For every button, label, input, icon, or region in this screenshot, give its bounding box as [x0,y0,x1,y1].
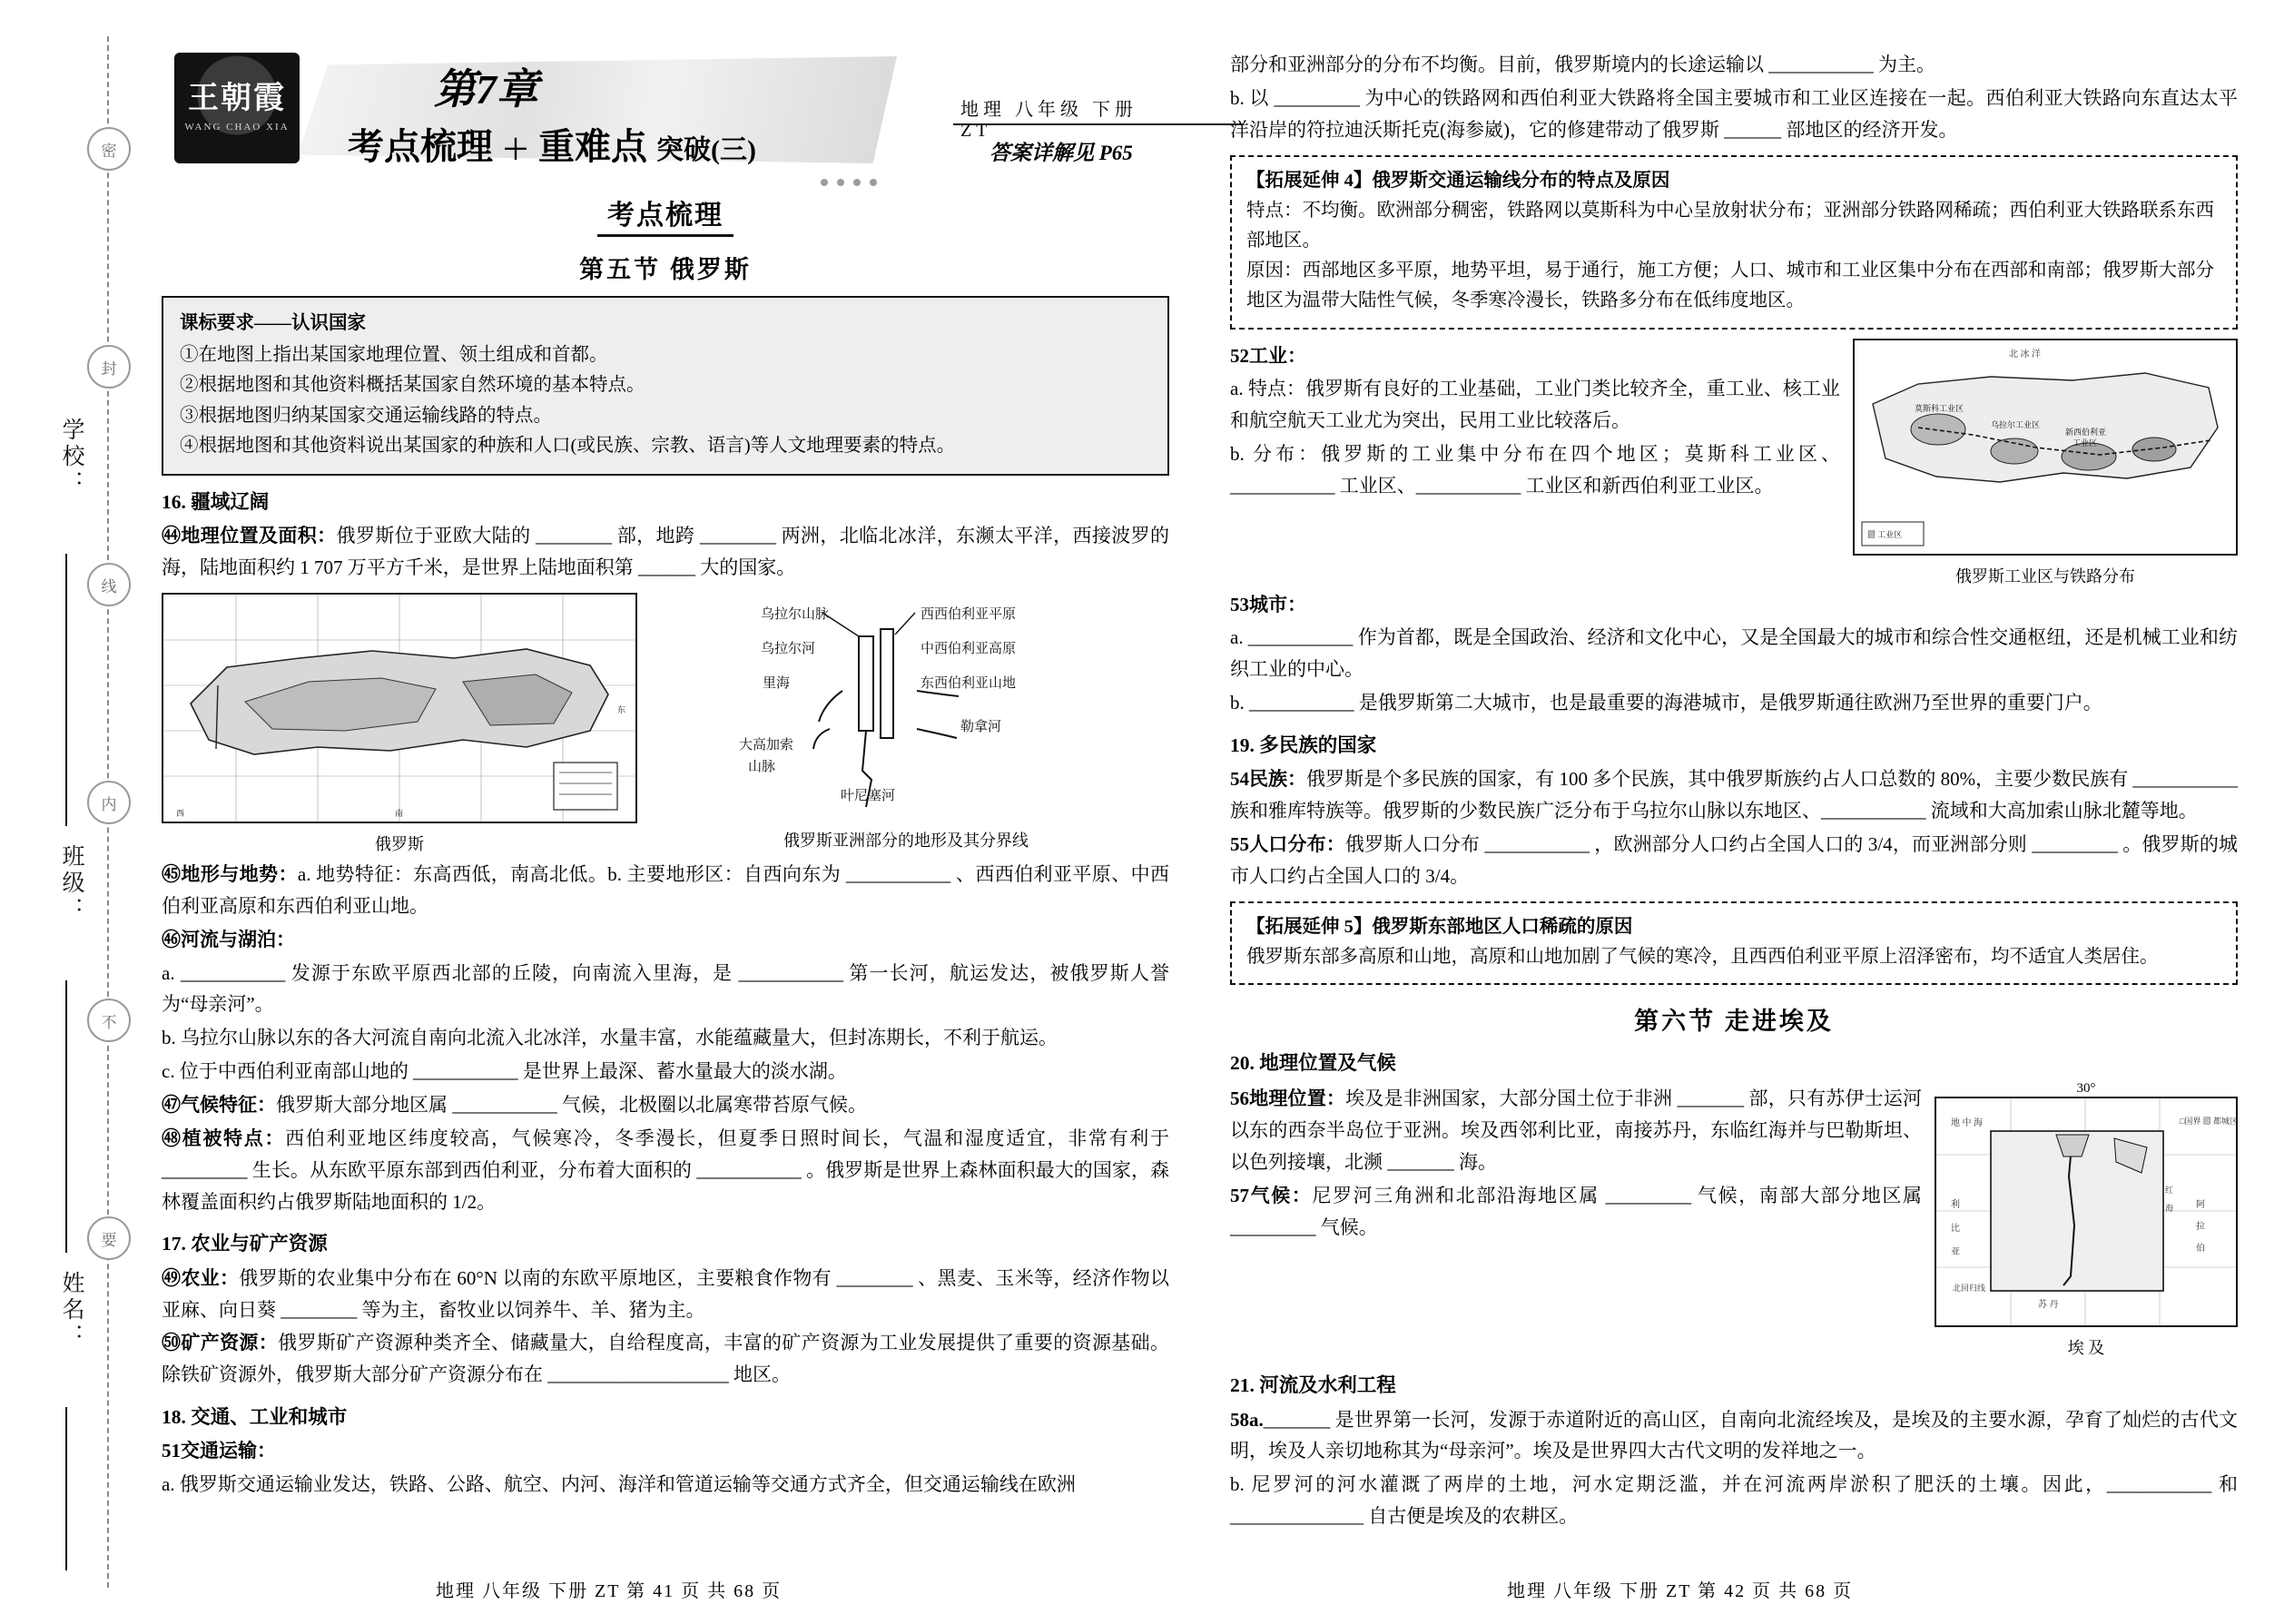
item-45-number: ㊺ [162,862,182,885]
item-50-number: ㊿ [162,1332,182,1354]
svg-text:南: 南 [395,808,404,818]
extension-box-4 [1230,155,2238,330]
svg-text:□国界 ▨ 都城区: □国界 ▨ 都城区 [2180,1117,2238,1127]
item-46-number: ㊻ [162,928,181,950]
extension-5-heading: 【拓展延伸 5】俄罗斯东部地区人口稀疏的原因 [1246,916,1633,937]
item-51-head: 交通运输： [181,1440,276,1462]
svg-text:拉: 拉 [2196,1222,2205,1233]
answer-note: 答案详解见 P65 [989,142,1133,164]
svg-text:东西伯利亚山地: 东西伯利亚山地 [921,675,1017,691]
industry-map-image [1853,339,2238,556]
svg-text:北 冰 洋: 北 冰 洋 [2009,349,2041,359]
svg-text:莫斯科工业区: 莫斯科工业区 [1915,403,1964,413]
requirement-item-1: ①在地图上指出某国家地理位置、领土组成和首都。 [180,345,608,366]
requirement-item-4: ④根据地图和其他资料说出某国家的种族和人口(或民族、宗教、语言)等人文地理要素的特点。 [180,435,956,456]
item-50-text: 俄罗斯矿产资源种类齐全、储藏量大，自给程度高，丰富的矿产资源为工业发展提供了重要的资源基础。除铁矿资源外，俄罗斯大部分矿产资源分布在 ___________________ 地区。 [162,1332,1170,1386]
svg-text:阿: 阿 [2196,1200,2205,1211]
item-45 [162,859,1169,922]
industry-map-figure [1853,339,2238,587]
item-17-heading [162,1229,1169,1258]
egypt-map-figure [1935,1081,2238,1359]
svg-text:地 中 海: 地 中 海 [1951,1118,1983,1129]
item-53 [1230,589,2238,621]
svg-text:北回归线: 北回归线 [1953,1284,1986,1294]
item-55-text: 俄罗斯人口分布 ___________ ，欧洲部分人口约占全国人口的 3/4，而亚洲部分则 _________ 。俄罗斯的城市人口约占全国人口的 3/4。 [1230,833,2238,887]
terrain-diagram-figure [652,593,1160,855]
russia-map-image [162,593,637,823]
item-58-number: 58 [1230,1408,1249,1431]
requirement-item-3: ③根据地图归纳某国家交通运输线路的特点。 [180,405,552,426]
item-47-head: 气候特征： [181,1094,276,1116]
svg-text:比: 比 [1951,1224,1960,1235]
item-52-b: b. 分布：俄罗斯的工业集中分布在四个地区；莫斯科工业区、___________ 工业区、___________ 工业区和新西伯利亚工业区。 [1230,443,1840,497]
item-47 [162,1089,1169,1121]
svg-text:亚: 亚 [1951,1247,1960,1258]
item-58-head: a. [1249,1408,1264,1431]
item-16-heading [162,487,1169,517]
item-19-number: 19. [1230,734,1255,757]
item-21-heading [1230,1371,2238,1400]
svg-text:新西伯利亚: 新西伯利亚 [2065,427,2107,437]
terrain-diagram-image [652,593,1160,820]
svg-text:西: 西 [176,808,185,818]
item-57-head: 气候： [1249,1184,1313,1206]
item-56-text: 埃及是非洲国家，大部分国土位于非洲 _______ 部，只有苏伊士运河以东的西奈半岛位于亚洲。埃及西邻利比亚，南接苏丹，东临红海并与巴勒斯坦、以色列接壤，北濒 _______ 海。 [1230,1088,1923,1174]
item-19-title: 多民族的国家 [1259,734,1377,757]
svg-text:海: 海 [2165,1204,2174,1214]
chapter-title: 第7章 [434,66,538,113]
industry-section-row [1230,339,2238,587]
item-53-head: 城市： [1249,593,1306,615]
item-46-b: b. 乌拉尔山脉以东的各大河流自南向北流入北冰洋，水量丰富，水能蕴藏量大，但封冻期长，不利于航运。 [162,1027,1058,1049]
requirement-item-2: ②根据地图和其他资料概括某国家自然环境的基本特点。 [180,375,645,396]
right-column [1230,47,2238,1534]
item-45-text: a. 地势特征：东高西低，南高北低。b. 主要地形区：自西向东为 ___________ 、西西伯利亚平原、中西伯利亚高原和东西伯利亚山地。 [162,862,1170,917]
item-20-heading [1230,1048,2238,1078]
svg-text:伯: 伯 [2196,1244,2205,1255]
curriculum-requirement-box [162,296,1169,476]
terrain-diagram-caption: 俄罗斯亚洲部分的地形及其分界线 [783,831,1029,850]
extension-4-heading: 【拓展延伸 4】俄罗斯交通运输线分布的特点及原因 [1246,170,1670,191]
item-56-head: 地理位置： [1249,1088,1346,1110]
item-53-a: a. ___________ 作为首都，既是全国政治、经济和文化中心，又是全国最大的城市和综合性交通枢纽，还是机械工业和纺织工业的中心。 [1230,626,2238,681]
header-title-plus: ＋ [502,135,529,165]
item-18-number: 18. [162,1406,186,1429]
item-55-head: 人口分布： [1249,833,1345,855]
svg-text:大高加索: 大高加索 [739,737,794,753]
item-47-number: ㊼ [162,1094,181,1116]
russia-map-caption: 俄罗斯 [375,834,424,853]
field-school: 学校： [59,418,84,497]
item-44-number: ㊹ [162,525,182,547]
item-54-text: 俄罗斯是个多民族的国家，有 100 多个民族，其中俄罗斯族约占人口总数的 80%，主要少数民族有 ___________ 族和雅库特族等。俄罗斯的少数民族广泛分布于乌拉尔山脉以东地区、___________ 流域和大高加索山脉北麓等地。 [1230,768,2238,822]
item-44-head: 地理位置及面积： [181,525,337,547]
logo-sub-text: WANG CHAO XIA [184,122,290,133]
item-55 [1230,829,2238,892]
item-18-heading [162,1403,1169,1432]
header-title [348,118,756,170]
item-21-title: 河流及水利工程 [1259,1374,1396,1397]
header-title-main: 考点梳理 [348,126,493,167]
svg-text:乌拉尔工业区: 乌拉尔工业区 [1991,419,2041,429]
item-49-number: ㊾ [162,1266,182,1289]
egypt-map-deg-top: 30° [2076,1081,2096,1097]
item-48-number: ㊽ [162,1127,182,1149]
item-17-number: 17. [162,1233,186,1255]
svg-text:红: 红 [2165,1186,2174,1196]
svg-text:叶尼塞河: 叶尼塞河 [841,788,896,803]
footer-left: 地理 八年级 下册 ZT 第 41 页 共 68 页 [436,1581,783,1601]
item-48 [162,1123,1169,1218]
extension-box-5 [1230,901,2238,985]
svg-text:中西伯利亚高原: 中西伯利亚高原 [921,641,1017,656]
logo-main-text: 王朝霞 [188,82,286,115]
item-20-number: 20. [1230,1052,1255,1075]
item-52-head: 工业： [1249,344,1306,367]
item-53-number: 53 [1230,593,1249,615]
field-school-line [65,554,67,826]
item-21-number: 21. [1230,1374,1255,1397]
svg-text:山脉: 山脉 [748,759,776,774]
svg-text:西西伯利亚平原: 西西伯利亚平原 [921,606,1017,622]
field-class: 班级： [59,844,84,923]
left-column [162,47,1169,1502]
margin-mark-1: 封 [87,345,131,389]
item-50 [162,1327,1169,1391]
item-51-a: a. 俄罗斯交通运输业发达，铁路、公路、航空、内河、海洋和管道运输等交通方式齐全，但交通运输线在欧洲 [162,1473,1076,1496]
binding-margin [0,0,136,1624]
item-55-number: 55 [1230,833,1249,855]
item-44 [162,520,1169,584]
item-45-head: 地形与地势： [181,862,298,885]
russia-map-figure [162,593,637,855]
item-57 [1230,1180,1922,1244]
svg-text:▨ 工业区: ▨ 工业区 [1867,529,1903,539]
item-58-a [1230,1404,2238,1468]
item-58-text-a: _______ 是世界第一长河，发源于赤道附近的高山区，自南向北流经埃及，是埃及的主要水源，孕育了灿烂的古代文明，埃及人亲切地称其为“母亲河”。埃及是世界四大古代文明的发祥地之一。 [1230,1408,2238,1462]
item-49-head: 农业： [181,1266,240,1289]
svg-text:乌拉尔山脉: 乌拉尔山脉 [761,606,830,622]
right-continued-line-2: b. 以 _________ 为中心的铁路网和西伯利亚大铁路将全国主要城市和工业区连接在一起。西伯利亚大铁路向东直达太平洋沿岸的符拉迪沃斯托克(海参崴)，它的修建带动了俄罗斯 ______ 部地区的经济开发。 [1230,86,2238,141]
item-16-number: 16. [162,491,186,514]
field-name-line [65,1407,67,1570]
item-56-number: 56 [1230,1088,1249,1110]
item-51 [162,1435,1169,1467]
item-46-head: 河流与湖泊： [181,928,295,950]
item-44-text: 俄罗斯位于亚欧大陆的 ________ 部，地跨 ________ 两洲，北临北冰洋，东濒太平洋，西接波罗的海，陆地面积约 1 707 万平方千米，是世界上陆地面积第 ______ 大的国家。 [162,525,1170,579]
svg-text:工业区: 工业区 [2072,438,2098,448]
item-54-number: 54 [1230,768,1249,791]
item-48-text: 西伯利亚地区纬度较高，气候寒冷，冬季漫长，但夏季日照时间长，气温和湿度适宜，非常有利于 _________ 生长。从东欧平原东部到西伯利亚，分布着大面积的 ___________ 。俄罗斯是世界上森林面积最大的国家，森林覆盖面积约占俄罗斯陆地面积的 1/2。 [162,1127,1169,1213]
margin-mark-2: 线 [87,563,131,606]
figure-row [162,593,1169,855]
svg-text:苏 丹: 苏 丹 [2038,1300,2059,1311]
item-50-head: 矿产资源： [181,1332,279,1354]
item-46-a: a. ___________ 发源于东欧平原西北部的丘陵，向南流入里海，是 ___________ 第一长河，航运发达，被俄罗斯人誉为“母亲河”。 [162,961,1169,1016]
field-class-line [65,980,67,1253]
item-54-head: 民族： [1249,768,1307,791]
extension-5-para-1: 俄罗斯东部多高原和山地，高原和山地加剧了气候的寒冷，且西西伯利亚平原上沼泽密布，均不适宜人类居住。 [1246,946,2159,967]
page-header [162,47,1169,183]
header-meta-rule [953,123,1244,125]
svg-text:里海: 里海 [763,675,791,691]
item-18-title: 交通、工业和城市 [191,1406,348,1429]
item-17-title: 农业与矿产资源 [191,1233,328,1255]
header-title-tail: 突破(三) [656,135,756,165]
publisher-logo [174,53,300,163]
svg-text:东: 东 [617,704,626,714]
item-49 [162,1263,1169,1326]
margin-mark-4: 不 [87,999,131,1042]
item-53-b: b. ___________ 是俄罗斯第二大城市，也是最重要的海港城市，是俄罗斯通往欧洲乃至世界的重要门户。 [1230,692,2102,714]
footer-right: 地理 八年级 下册 ZT 第 42 页 共 68 页 [1507,1581,1854,1601]
item-48-head: 植被特点： [182,1127,286,1149]
item-57-number: 57 [1230,1184,1249,1206]
requirement-heading: 课标要求——认识国家 [180,313,366,333]
header-title-sub: 重难点 [538,126,647,167]
item-57-text: 尼罗河三角洲和北部沿海地区属 _________ 气候，南部大部分地区属 _________ 气候。 [1230,1184,1923,1238]
item-54 [1230,763,2238,827]
subsection-6-title: 第六节 走进埃及 [1634,1008,1834,1036]
industry-map-caption: 俄罗斯工业区与铁路分布 [1955,566,2135,586]
item-16-title: 疆域辽阔 [191,491,270,514]
egypt-map-caption: 埃 及 [2067,1339,2105,1358]
section-title: 考点梳理 [607,201,724,231]
item-46-c: c. 位于中西伯利亚南部山地的 ___________ 是世界上最深、蓄水量最大的淡水湖。 [162,1060,847,1083]
margin-mark-0: 密 [87,127,131,171]
item-49-text: 俄罗斯的农业集中分布在 60°N 以南的东欧平原地区，主要粮食作物有 ________ 、黑麦、玉米等，经济作物以亚麻、向日葵 ________ 等为主，畜牧业以饲养牛、羊、猪为主。 [162,1266,1170,1321]
margin-mark-5: 要 [87,1216,131,1260]
extension-4-para-1: 特点：不均衡。欧洲部分稠密，铁路网以莫斯科为中心呈放射状分布；亚洲部分铁路网稀疏；西伯利亚大铁路联系东西部地区。 [1246,200,2214,251]
egypt-section-row [1230,1081,2238,1359]
item-58-b: b. 尼罗河的河水灌溉了两岸的土地，河水定期泛滥，并在河流两岸淤积了肥沃的土壤。因此，___________ 和 ______________ 自古便是埃及的农耕区。 [1230,1473,2238,1528]
item-20-title: 地理位置及气候 [1259,1052,1396,1075]
item-51-number: 51 [162,1440,181,1462]
item-19-heading [1230,731,2238,760]
svg-text:乌拉尔河: 乌拉尔河 [761,641,816,656]
section-title-rule [597,234,733,237]
item-52 [1230,340,1840,372]
egypt-map-image [1935,1097,2238,1327]
field-name: 姓名： [59,1271,84,1350]
decorative-dots [821,174,939,185]
item-52-a: a. 特点：俄罗斯有良好的工业基础，工业门类比较齐全，重工业、核工业和航空航天工业尤为突出，民用工业比较落后。 [1230,378,1840,432]
item-56 [1230,1083,1922,1178]
item-46 [162,924,1169,956]
right-continued-line-1: 部分和亚洲部分的分布不均衡。目前，俄罗斯境内的长途运输以 ___________ 为主。 [1230,54,1935,75]
item-52-number: 52 [1230,344,1249,367]
header-meta: 地理 八年级 下册 ZT [960,100,1137,141]
item-47-text: 俄罗斯大部分地区属 ___________ 气候，北极圈以北属寒带苔原气候。 [276,1094,867,1116]
margin-mark-3: 内 [87,781,131,824]
svg-text:利: 利 [1951,1200,1960,1211]
extension-4-para-2: 原因：西部地区多平原，地势平坦，易于通行，施工方便；人口、城市和工业区集中分布在西部和南部；俄罗斯大部分地区为温带大陆性气候，冬季寒冷漫长，铁路多分布在低纬度地区。 [1246,261,2214,311]
svg-text:勒拿河: 勒拿河 [960,719,1002,734]
subsection-title: 第五节 俄罗斯 [579,256,752,283]
